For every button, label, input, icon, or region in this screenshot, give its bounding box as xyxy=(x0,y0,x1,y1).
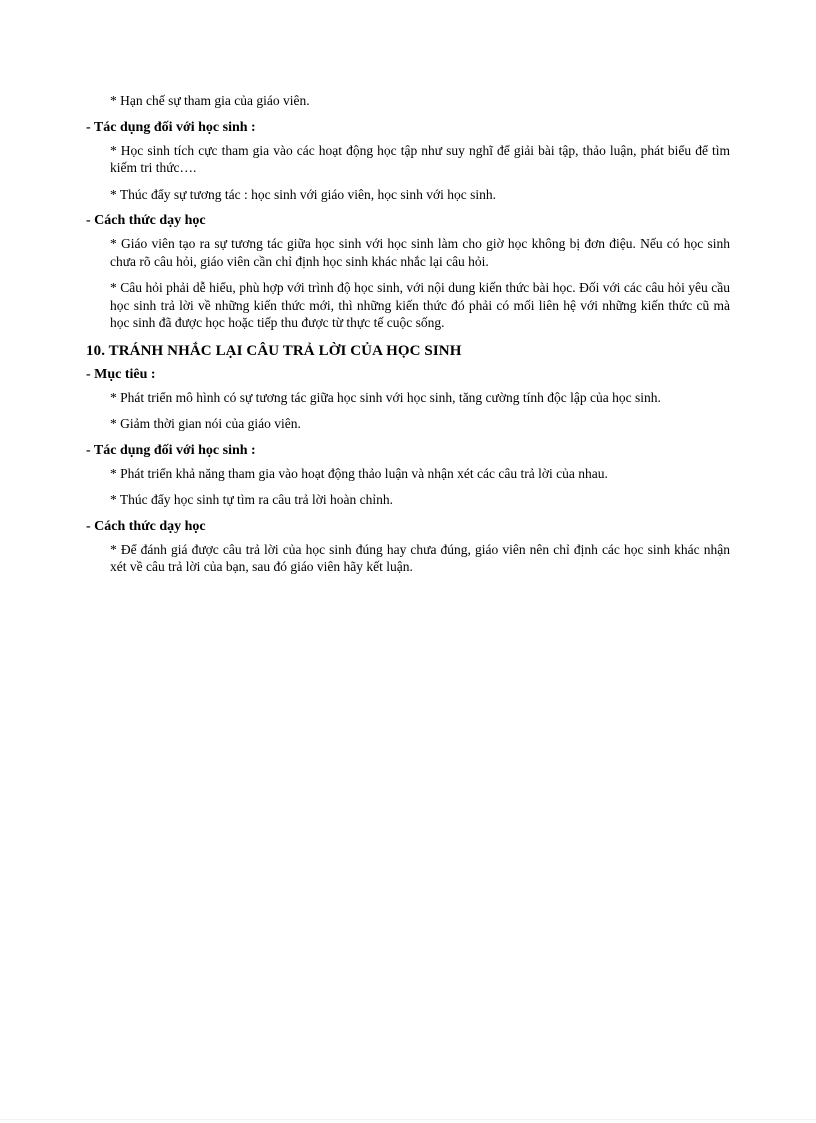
bullet-paragraph: * Thúc đẩy sự tương tác : học sinh với giáo viên, học sinh với học sinh. xyxy=(110,186,497,202)
bullet-paragraph: * Câu hỏi phải dễ hiểu, phù hợp với trình độ học sinh, với nội dung kiến thức bài học. Đối với các câu hỏi yêu cầu học sinh trả lời về những kiến thức mới, thì những kiến thức đó phải có mối liên hệ với những kiến thức cũ mà học sinh đã được học hoặc tiếp thu được từ thực tế cuộc sống. xyxy=(110,280,730,330)
document-body xyxy=(86,92,730,585)
section10-method xyxy=(86,518,730,576)
bullet-paragraph: * Phát triển khả năng tham gia vào hoạt động thảo luận và nhận xét các câu trả lời của nhau. xyxy=(110,465,608,481)
goal-heading: - Mục tiêu : xyxy=(86,366,156,382)
page-bottom-divider xyxy=(0,1119,816,1120)
bullet-paragraph: * Phát triển mô hình có sự tương tác giữa học sinh với học sinh, tăng cường tính độc lập của học sinh. xyxy=(110,389,661,405)
section9-method xyxy=(86,212,730,332)
method-heading: - Cách thức dạy học xyxy=(86,213,206,228)
bullet-paragraph: * Để đánh giá được câu trả lời của học sinh đúng hay chưa đúng, giáo viên nên chỉ định các học sinh khác nhận xét về câu trả lời của bạn, sau đó giáo viên hãy kết luận. xyxy=(110,541,730,574)
intro-block xyxy=(86,92,730,110)
bullet-paragraph: * Giáo viên tạo ra sự tương tác giữa học sinh với học sinh làm cho giờ học không bị đơn điệu. Nếu có học sinh chưa rõ câu hỏi, giáo viên cần chỉ định học sinh khác nhắc lại câu hỏi. xyxy=(110,236,730,269)
section-title: 10. TRÁNH NHẮC LẠI CÂU TRẢ LỜI CỦA HỌC SINH xyxy=(86,342,462,359)
effects-heading: - Tác dụng đối với học sinh : xyxy=(86,119,256,135)
section9-effects xyxy=(86,119,730,204)
bullet-paragraph: * Giảm thời gian nói của giáo viên. xyxy=(110,416,301,431)
method-heading: - Cách thức dạy học xyxy=(86,518,206,534)
section10-goal xyxy=(86,366,730,433)
bullet-paragraph: * Thúc đẩy học sinh tự tìm ra câu trả lời hoàn chỉnh. xyxy=(110,492,394,507)
effects-heading: - Tác dụng đối với học sinh : xyxy=(86,442,256,458)
bullet-paragraph: * Học sinh tích cực tham gia vào các hoạt động học tập như suy nghĩ để giải bài tập, thảo luận, phát biểu để tìm kiếm tri thức…. xyxy=(110,142,730,175)
section10-effects xyxy=(86,442,730,509)
bullet-paragraph: * Hạn chế sự tham gia của giáo viên. xyxy=(110,93,310,108)
